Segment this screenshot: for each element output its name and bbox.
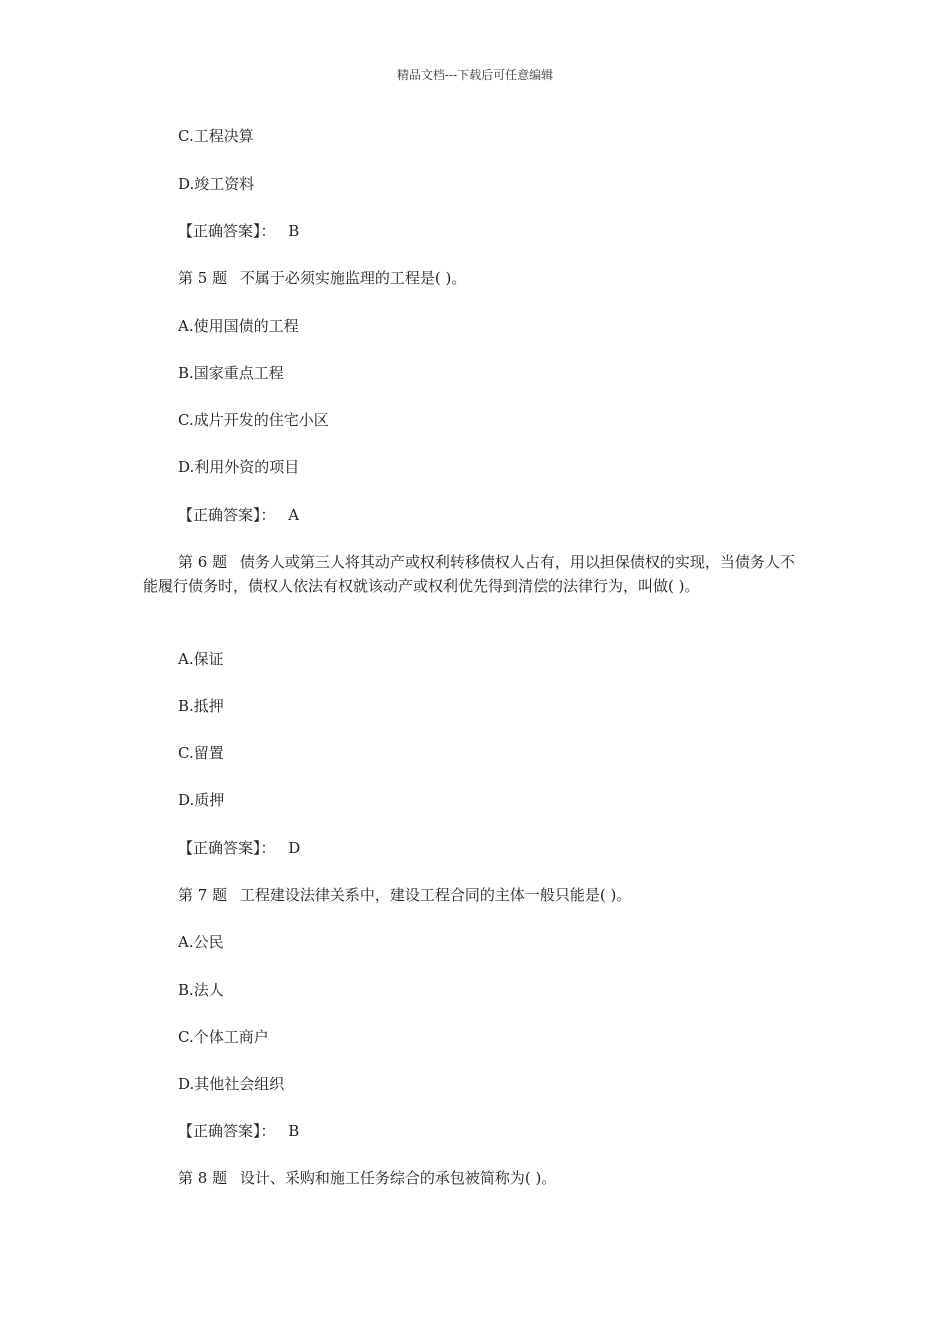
question-number: 第 7 题 [178,886,228,904]
q6-option-d: D.质押 [178,791,225,809]
q4-option-c: C.工程决算 [178,127,254,145]
answer-label: 【正确答案】： [178,222,276,240]
answer-label: 【正确答案】： [178,506,276,524]
answer-value: A [288,506,300,524]
question-text: 债务人或第三人将其动产或权利转移债权人占有，用以担保债权的实现，当债务人不能履行债务时，债权人依法有权就该动产或权利优先得到清偿的法律行为，叫做( )。 [143,553,795,595]
q4-answer [178,221,299,241]
q6-option-b: B.抵押 [178,697,224,715]
q5-option-d: D.利用外资的项目 [178,458,300,476]
q8-stem [178,1168,556,1188]
question-text: 不属于必须实施监理的工程是( )。 [239,269,467,287]
answer-label: 【正确答案】： [178,1122,276,1140]
question-text: 工程建设法律关系中，建设工程合同的主体一般只能是( )。 [239,886,632,904]
question-number: 第 6 题 [178,553,228,571]
question-text: 设计、采购和施工任务综合的承包被简称为( )。 [239,1169,557,1187]
question-number: 第 8 题 [178,1169,228,1187]
page-header: 精品文档---下载后可任意编辑 [396,68,554,82]
q5-stem [178,268,466,288]
q7-option-c: C.个体工商户 [178,1028,269,1046]
q7-option-d: D.其他社会组织 [178,1075,285,1093]
q6-stem [143,550,808,598]
q6-option-c: C.留置 [178,744,224,762]
q5-option-a: A.使用国债的工程 [178,317,299,335]
q5-option-b: B.国家重点工程 [178,364,284,382]
q7-answer [178,1121,299,1141]
q5-answer [178,505,299,525]
q7-option-a: A.公民 [178,933,224,951]
answer-value: B [288,1122,300,1140]
q7-option-b: B.法人 [178,981,224,999]
question-number: 第 5 题 [178,269,228,287]
answer-value: B [288,222,300,240]
q5-option-c: C.成片开发的住宅小区 [178,411,329,429]
q6-option-a: A.保证 [178,650,224,668]
q7-stem [178,885,631,905]
q4-option-d: D.竣工资料 [178,175,255,193]
answer-value: D [288,839,301,857]
q6-answer [178,838,300,858]
answer-label: 【正确答案】： [178,839,276,857]
